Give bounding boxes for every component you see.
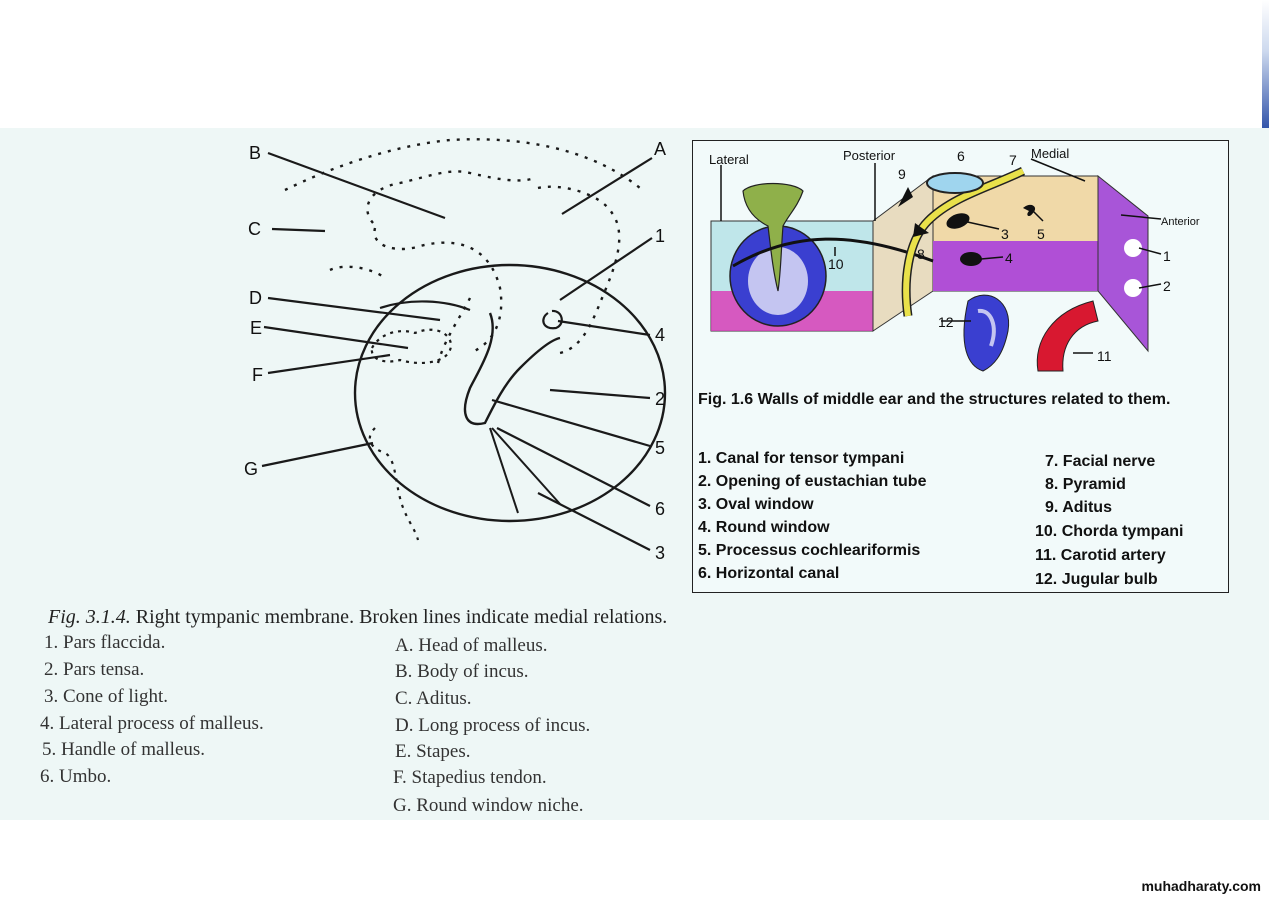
fig314-legend-num-2: 2. Pars tensa. — [44, 659, 145, 680]
fig314-legend-F: F. Stapedius tendon. — [393, 767, 547, 788]
wall-label-posterior: Posterior — [843, 148, 896, 163]
stapes-outline — [372, 330, 451, 363]
fig16-num-11: 11 — [1097, 348, 1112, 364]
diagram-label-2: 2 — [655, 389, 666, 409]
medial-relations-outline — [285, 139, 640, 190]
figure-3-1-4-number: Fig. 3.1.4. — [48, 606, 131, 628]
wall-label-medial: Medial — [1031, 146, 1070, 161]
fig16-num-8: 8 — [917, 246, 925, 262]
fig314-legend-G: G. Round window niche. — [393, 795, 584, 816]
jugular-bulb — [964, 295, 1009, 371]
fig16-num-2: 2 — [1163, 278, 1171, 294]
diagram-label-3: 3 — [655, 543, 666, 563]
fig314-legend-E: E. Stapes. — [395, 741, 471, 762]
fig16-legend-right-7: 7. Facial nerve — [1045, 453, 1156, 470]
fig16-num-7: 7 — [1009, 152, 1017, 168]
fig16-num-4: 4 — [1005, 250, 1013, 266]
leader-E — [264, 327, 408, 348]
fig16-legend-left-6: 6. Horizontal canal — [698, 565, 840, 582]
fig16-num-9: 9 — [898, 166, 906, 182]
fig314-legend-num-3: 3. Cone of light. — [44, 686, 169, 707]
fig314-legend-B: B. Body of incus. — [395, 661, 529, 682]
figure-1-6-panel — [692, 140, 1229, 593]
diagram-label-A: A — [654, 139, 667, 159]
fig16-legend-right-8: 8. Pyramid — [1045, 476, 1126, 493]
fig314-legend-D: D. Long process of incus. — [395, 715, 591, 736]
middle-ear-walls-diagram — [693, 141, 1230, 386]
diagram-label-4: 4 — [655, 325, 666, 345]
diagram-label-C: C — [248, 219, 261, 239]
fig314-legend-C: C. Aditus. — [395, 688, 472, 709]
leader-F — [268, 355, 390, 373]
site-watermark: muhadharaty.com — [1141, 878, 1261, 894]
figure-1-6-caption-text: Walls of middle ear and the structures related to them. — [757, 391, 1171, 408]
incus-body-outline — [367, 171, 535, 223]
incus-outline-lower — [330, 267, 385, 278]
slide-edge-accent — [1262, 0, 1269, 128]
fig314-legend-num-6: 6. Umbo. — [40, 766, 112, 787]
malleus-lateral-process — [543, 311, 561, 328]
horizontal-canal — [927, 173, 983, 193]
fig16-legend-right-12: 12. Jugular bulb — [1035, 571, 1158, 588]
aditus-outline — [374, 228, 501, 353]
anterior-wall — [1098, 176, 1148, 351]
fig16-legend-left-1: 1. Canal for tensor tympani — [698, 450, 905, 467]
leader-G — [262, 443, 373, 466]
figure-3-1-4-caption — [48, 606, 667, 629]
fig16-legend-left-4: 4. Round window — [698, 519, 830, 536]
leader-2 — [550, 390, 650, 398]
wall-label-anterior: Anterior — [1161, 216, 1200, 228]
fig16-num-10: 10 — [828, 256, 844, 272]
diagram-label-D: D — [249, 288, 262, 308]
fig16-legend-right-11: 11. Carotid artery — [1035, 547, 1166, 564]
tympanic-membrane-diagram — [0, 128, 690, 588]
fig16-legend-right-10: 10. Chorda tympani — [1035, 523, 1184, 540]
leader-5 — [492, 400, 650, 446]
diagram-label-1: 1 — [655, 226, 666, 246]
carotid-artery — [1037, 301, 1098, 371]
fig16-legend-left-5: 5. Processus cochleariformis — [698, 542, 921, 559]
fig314-legend-num-5: 5. Handle of malleus. — [42, 739, 206, 760]
figure-1-6-number: Fig. 1.6 — [698, 391, 754, 408]
leader-4 — [558, 321, 650, 335]
fig16-num-6: 6 — [957, 148, 965, 164]
fig314-legend-num-1: 1. Pars flaccida. — [44, 632, 166, 653]
fig314-legend-num-4: 4. Lateral process of malleus. — [40, 713, 264, 734]
fig16-legend-left-3: 3. Oval window — [698, 496, 814, 513]
wall-label-lateral: Lateral — [709, 152, 749, 167]
diagram-label-F: F — [252, 365, 263, 385]
fig16-legend-right-9: 9. Aditus — [1045, 499, 1112, 516]
fig16-legend-left-2: 2. Opening of eustachian tube — [698, 473, 927, 490]
fig314-legend-A: A. Head of malleus. — [395, 635, 548, 656]
malleus-handle — [465, 313, 560, 424]
diagram-label-5: 5 — [655, 438, 666, 458]
figure-1-6-caption — [698, 389, 1228, 410]
medial-wall-lower — [933, 241, 1098, 291]
round-window-niche-outline — [370, 428, 418, 540]
round-window — [960, 252, 982, 266]
diagram-label-E: E — [250, 318, 263, 338]
diagram-label-B: B — [249, 143, 262, 163]
leader-C — [272, 229, 325, 231]
diagram-label-G: G — [244, 459, 259, 479]
figure-3-1-4-caption-text: Right tympanic membrane. Broken lines indicate medial relations. — [135, 606, 668, 628]
fig16-num-12: 12 — [938, 314, 954, 330]
fig16-num-5: 5 — [1037, 226, 1045, 242]
diagram-label-6: 6 — [655, 499, 666, 519]
fig16-num-3: 3 — [1001, 226, 1009, 242]
fig16-num-1: 1 — [1163, 248, 1171, 264]
